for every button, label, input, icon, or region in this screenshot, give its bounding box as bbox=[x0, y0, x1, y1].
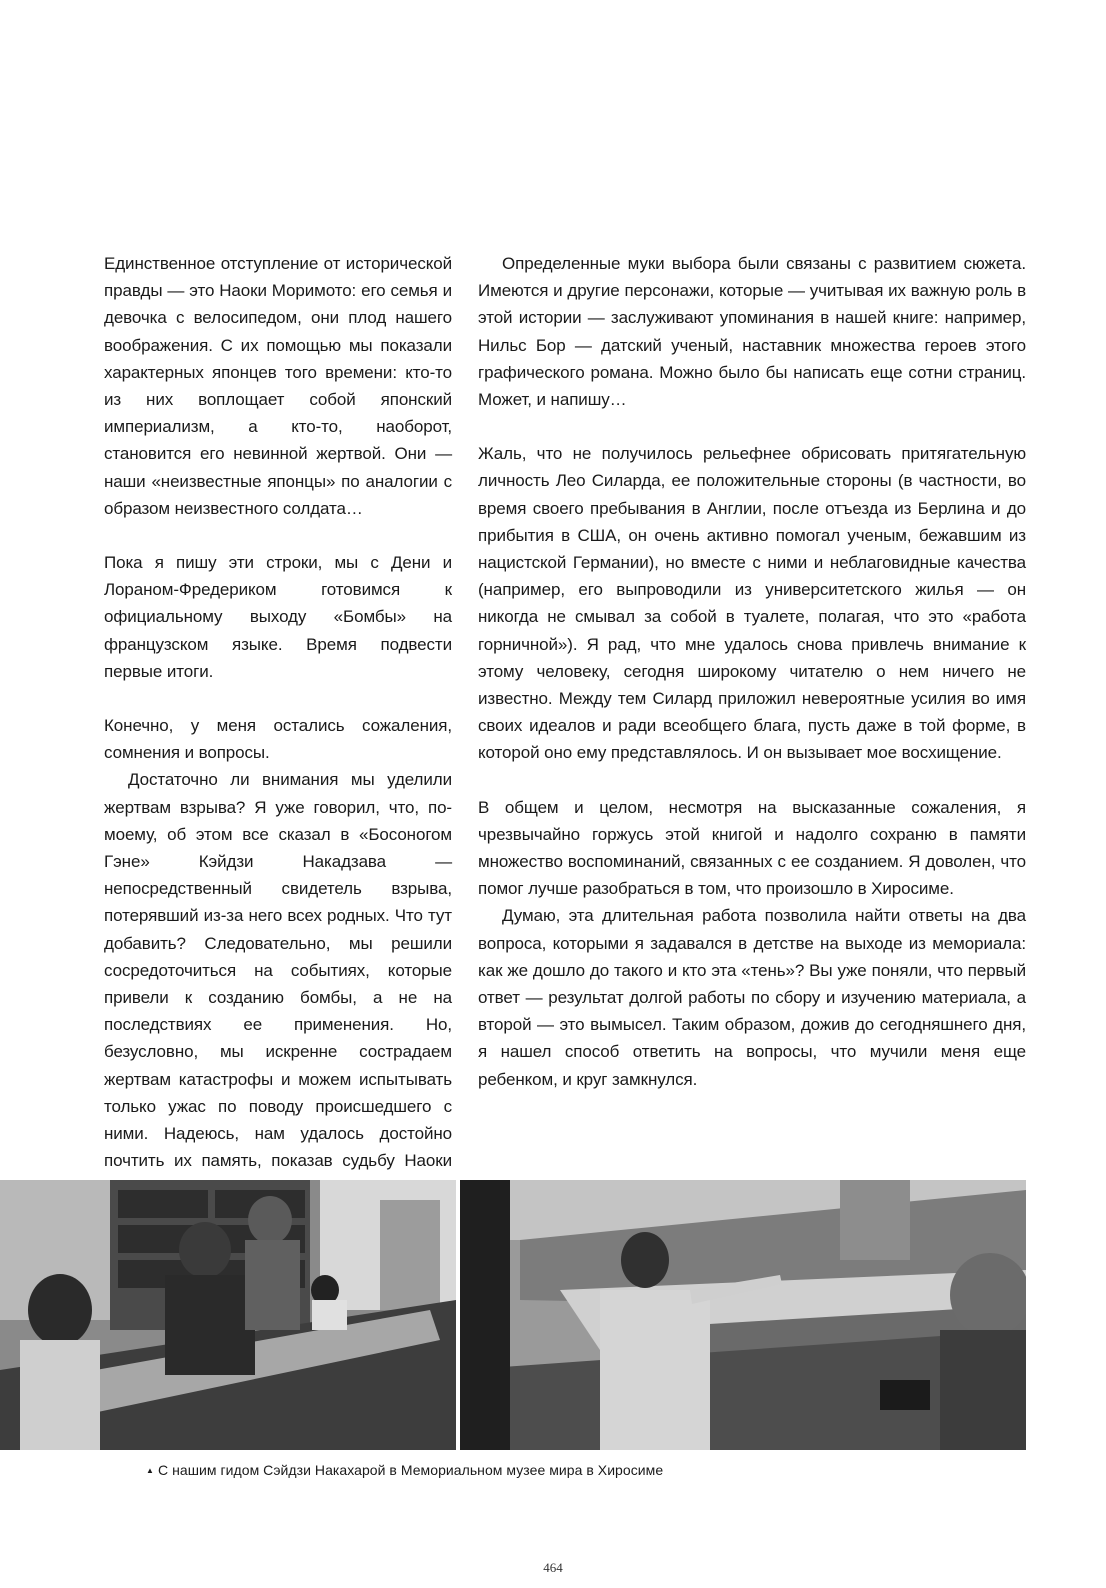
right-text-column bbox=[478, 250, 1026, 1093]
paragraph: Единственное отступление от исторической правды — это Наоки Моримото: его семья и девочка с велосипедом, они плод нашего воображения. С их помощью мы показали характерных японцев того времени: кто-то из них воплощает собой японский империализм, а кто-то, наоборот, становится его невинной жертвой. Они — наши «неизвестные японцы» по аналогии с образом неизвестного солдата… bbox=[104, 254, 452, 518]
hiroshima-panorama-photo bbox=[460, 1180, 1026, 1450]
museum-library-photo bbox=[0, 1180, 456, 1450]
paragraph: Жаль, что не получилось рельефнее обрисовать притягательную личность Лео Силарда, ее положительные стороны (в частности, во время своего пребывания в Англии, после отъезда из Берлина и до прибытия в США, он очень активно помогал ученым, бежавшим из нацистской Германии), но вместе с ними и неблаговидные качества (например, его выпроводили из университетского жилья — он никогда не смывал за собой в туалете, полагая, что это «работа горничной»). Я рад, что мне удалось снова привлечь внимание к этому человеку, сегодня широкому читателю о нем ничего не известно. Между тем Силард приложил невероятные усилия во имя своих идеалов и ради всеобщего блага, пусть даже в той форме, в которой оно ему представлялось. И он вызывает мое восхищение. bbox=[478, 444, 1026, 763]
paragraph: Конечно, у меня остались сожаления, сомнения и вопросы. bbox=[104, 716, 452, 763]
paragraph: В общем и целом, несмотря на высказанные сожаления, я чрезвычайно горжусь этой книгой и надолго сохраню в памяти множество воспоминаний, связанных с ее созданием. Я доволен, что помог лучше разобраться в том, что произошло в Хиросиме. bbox=[478, 797, 1026, 899]
photo-caption bbox=[146, 1462, 664, 1478]
paragraph: Определенные муки выбора были связаны с развитием сюжета. Имеются и другие персонажи, которые — учитывая их важную роль в этой истории — заслуживают упоминания в нашей книге: например, Нильс Бор — датский ученый, наставник множества героев этого графического романа. Можно было бы написать еще сотни страниц. Может, и напишу… bbox=[478, 254, 1026, 410]
triangle-marker-icon: ▲ bbox=[146, 1466, 154, 1475]
caption-text: С нашим гидом Сэйдзи Накахарой в Мемориальном музее мира в Хиросиме bbox=[158, 1462, 664, 1478]
paragraph: Думаю, эта длительная работа позволила найти ответы на два вопроса, которыми я задавался в детстве на выходе из мемориала: как же дошло до такого и кто эта «тень»? Вы уже поняли, что первый ответ — результат долгой работы по сбору и изучению материала, а второй — это вымысел. Таким образом, дожив до сегодняшнего дня, я нашел способ ответить на вопросы, что мучили меня еще ребенком, и круг замкнулся. bbox=[478, 906, 1026, 1089]
left-text-column bbox=[104, 250, 452, 1202]
paragraph: Пока я пишу эти строки, мы с Дени и Лораном-Фредериком готовимся к официальному выходу «Бомбы» на французском языке. Время подвести первые итоги. bbox=[104, 553, 452, 681]
page-number: 464 bbox=[543, 1560, 563, 1575]
paragraph: Достаточно ли внимания мы уделили жертвам взрыва? Я уже говорил, что, по-моему, об этом все сказал в «Босоногом Гэне» Кэйдзи Накадзава — непосредственный свидетель взрыва, потерявший из-за него всех родных. Что тут добавить? Следовательно, мы решили сосредоточиться на событиях, которые привели к созданию бомбы, а не на последствиях ее применения. Но, безусловно, мы искренне сострадаем жертвам катастрофы и можем испытывать только ужас по поводу происшедшего с ними. Надеюсь, нам удалось достойно почтить их память, показав судьбу Наоки bbox=[104, 770, 452, 1171]
